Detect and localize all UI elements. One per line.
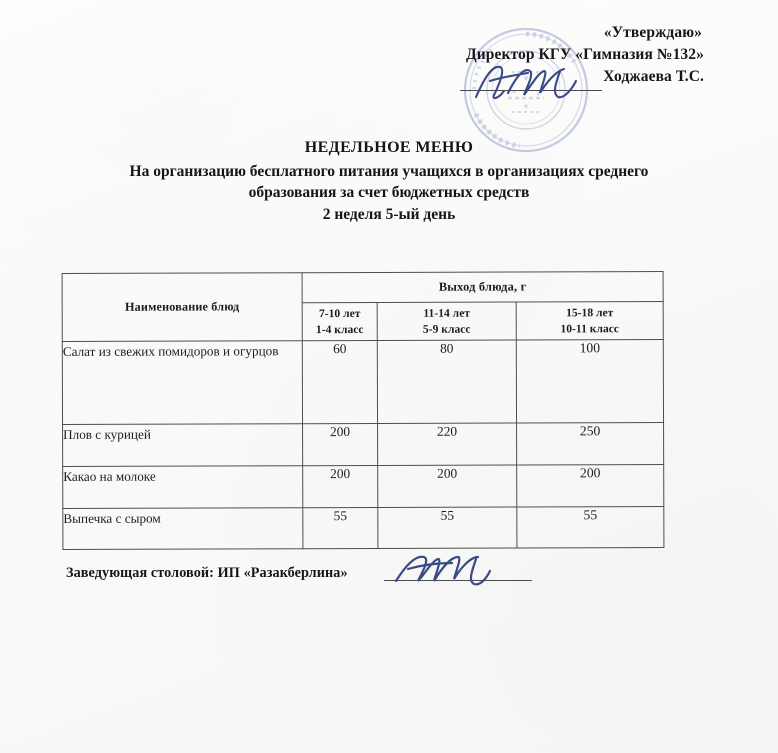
age-range-1: 11-14 лет: [423, 306, 471, 320]
portion-0-1: 80: [377, 340, 516, 423]
age-range-0: 7-10 лет: [318, 306, 361, 320]
portion-2-2: 200: [517, 465, 664, 507]
portion-0-0: 60: [302, 340, 377, 423]
portion-1-0: 200: [303, 423, 378, 465]
week-day-label: 2 неделя 5-ый день: [322, 206, 456, 224]
table-header-row-group: [62, 272, 663, 304]
approval-label: «Утверждаю»: [603, 24, 702, 41]
grade-range-1: 5-9 класс: [422, 322, 471, 336]
dish-name-3: Выпечка с сыром: [63, 508, 303, 550]
portion-3-2: 55: [517, 507, 664, 548]
table-row: [62, 340, 663, 425]
portion-2-0: 200: [303, 465, 378, 507]
approval-block: [284, 22, 704, 88]
title-block: [0, 139, 778, 224]
menu-table: [62, 271, 665, 550]
portion-3-1: 55: [378, 507, 517, 548]
dish-name-2: Какао на молоке: [63, 466, 303, 509]
portion-0-2: 100: [516, 340, 663, 423]
header-age-col-1: [377, 302, 516, 340]
subtitle-line-2: образования за счет бюджетных средств: [248, 184, 530, 202]
director-title: Директор КГУ «Гимназия №132»: [465, 46, 704, 63]
portion-2-1: 200: [378, 465, 517, 507]
subtitle-line-1: На организацию бесплатного питания учащихся в организациях среднего: [129, 163, 649, 180]
page-title: НЕДЕЛЬНОЕ МЕНЮ: [304, 139, 474, 156]
table-row: [63, 423, 664, 467]
header-dish-name: Наименование блюд: [62, 273, 302, 342]
table-row: [63, 465, 664, 509]
grade-range-0: 1-4 класс: [315, 322, 364, 336]
dish-name-0: Салат из свежих помидоров и огурцов: [62, 341, 302, 425]
director-name: Ходжаева Т.С.: [603, 68, 704, 85]
manager-signature-rule: [384, 580, 532, 581]
header-age-col-2: [516, 302, 663, 340]
canteen-manager-label: Заведующая столовой: ИП «Разакберлина»: [66, 565, 348, 581]
age-range-2: 15-18 лет: [566, 306, 614, 320]
dish-name-1: Плов с курицей: [63, 424, 303, 467]
grade-range-2: 10-11 класс: [560, 321, 620, 335]
portion-1-1: 220: [378, 423, 517, 465]
portion-1-2: 250: [517, 423, 664, 465]
table-row: [63, 507, 664, 550]
header-age-col-0: [302, 302, 377, 340]
manager-signature-icon: [392, 551, 496, 587]
header-portion-group: Выход блюда, г: [302, 272, 663, 303]
portion-3-0: 55: [303, 507, 378, 548]
director-signature-rule: [460, 90, 602, 91]
